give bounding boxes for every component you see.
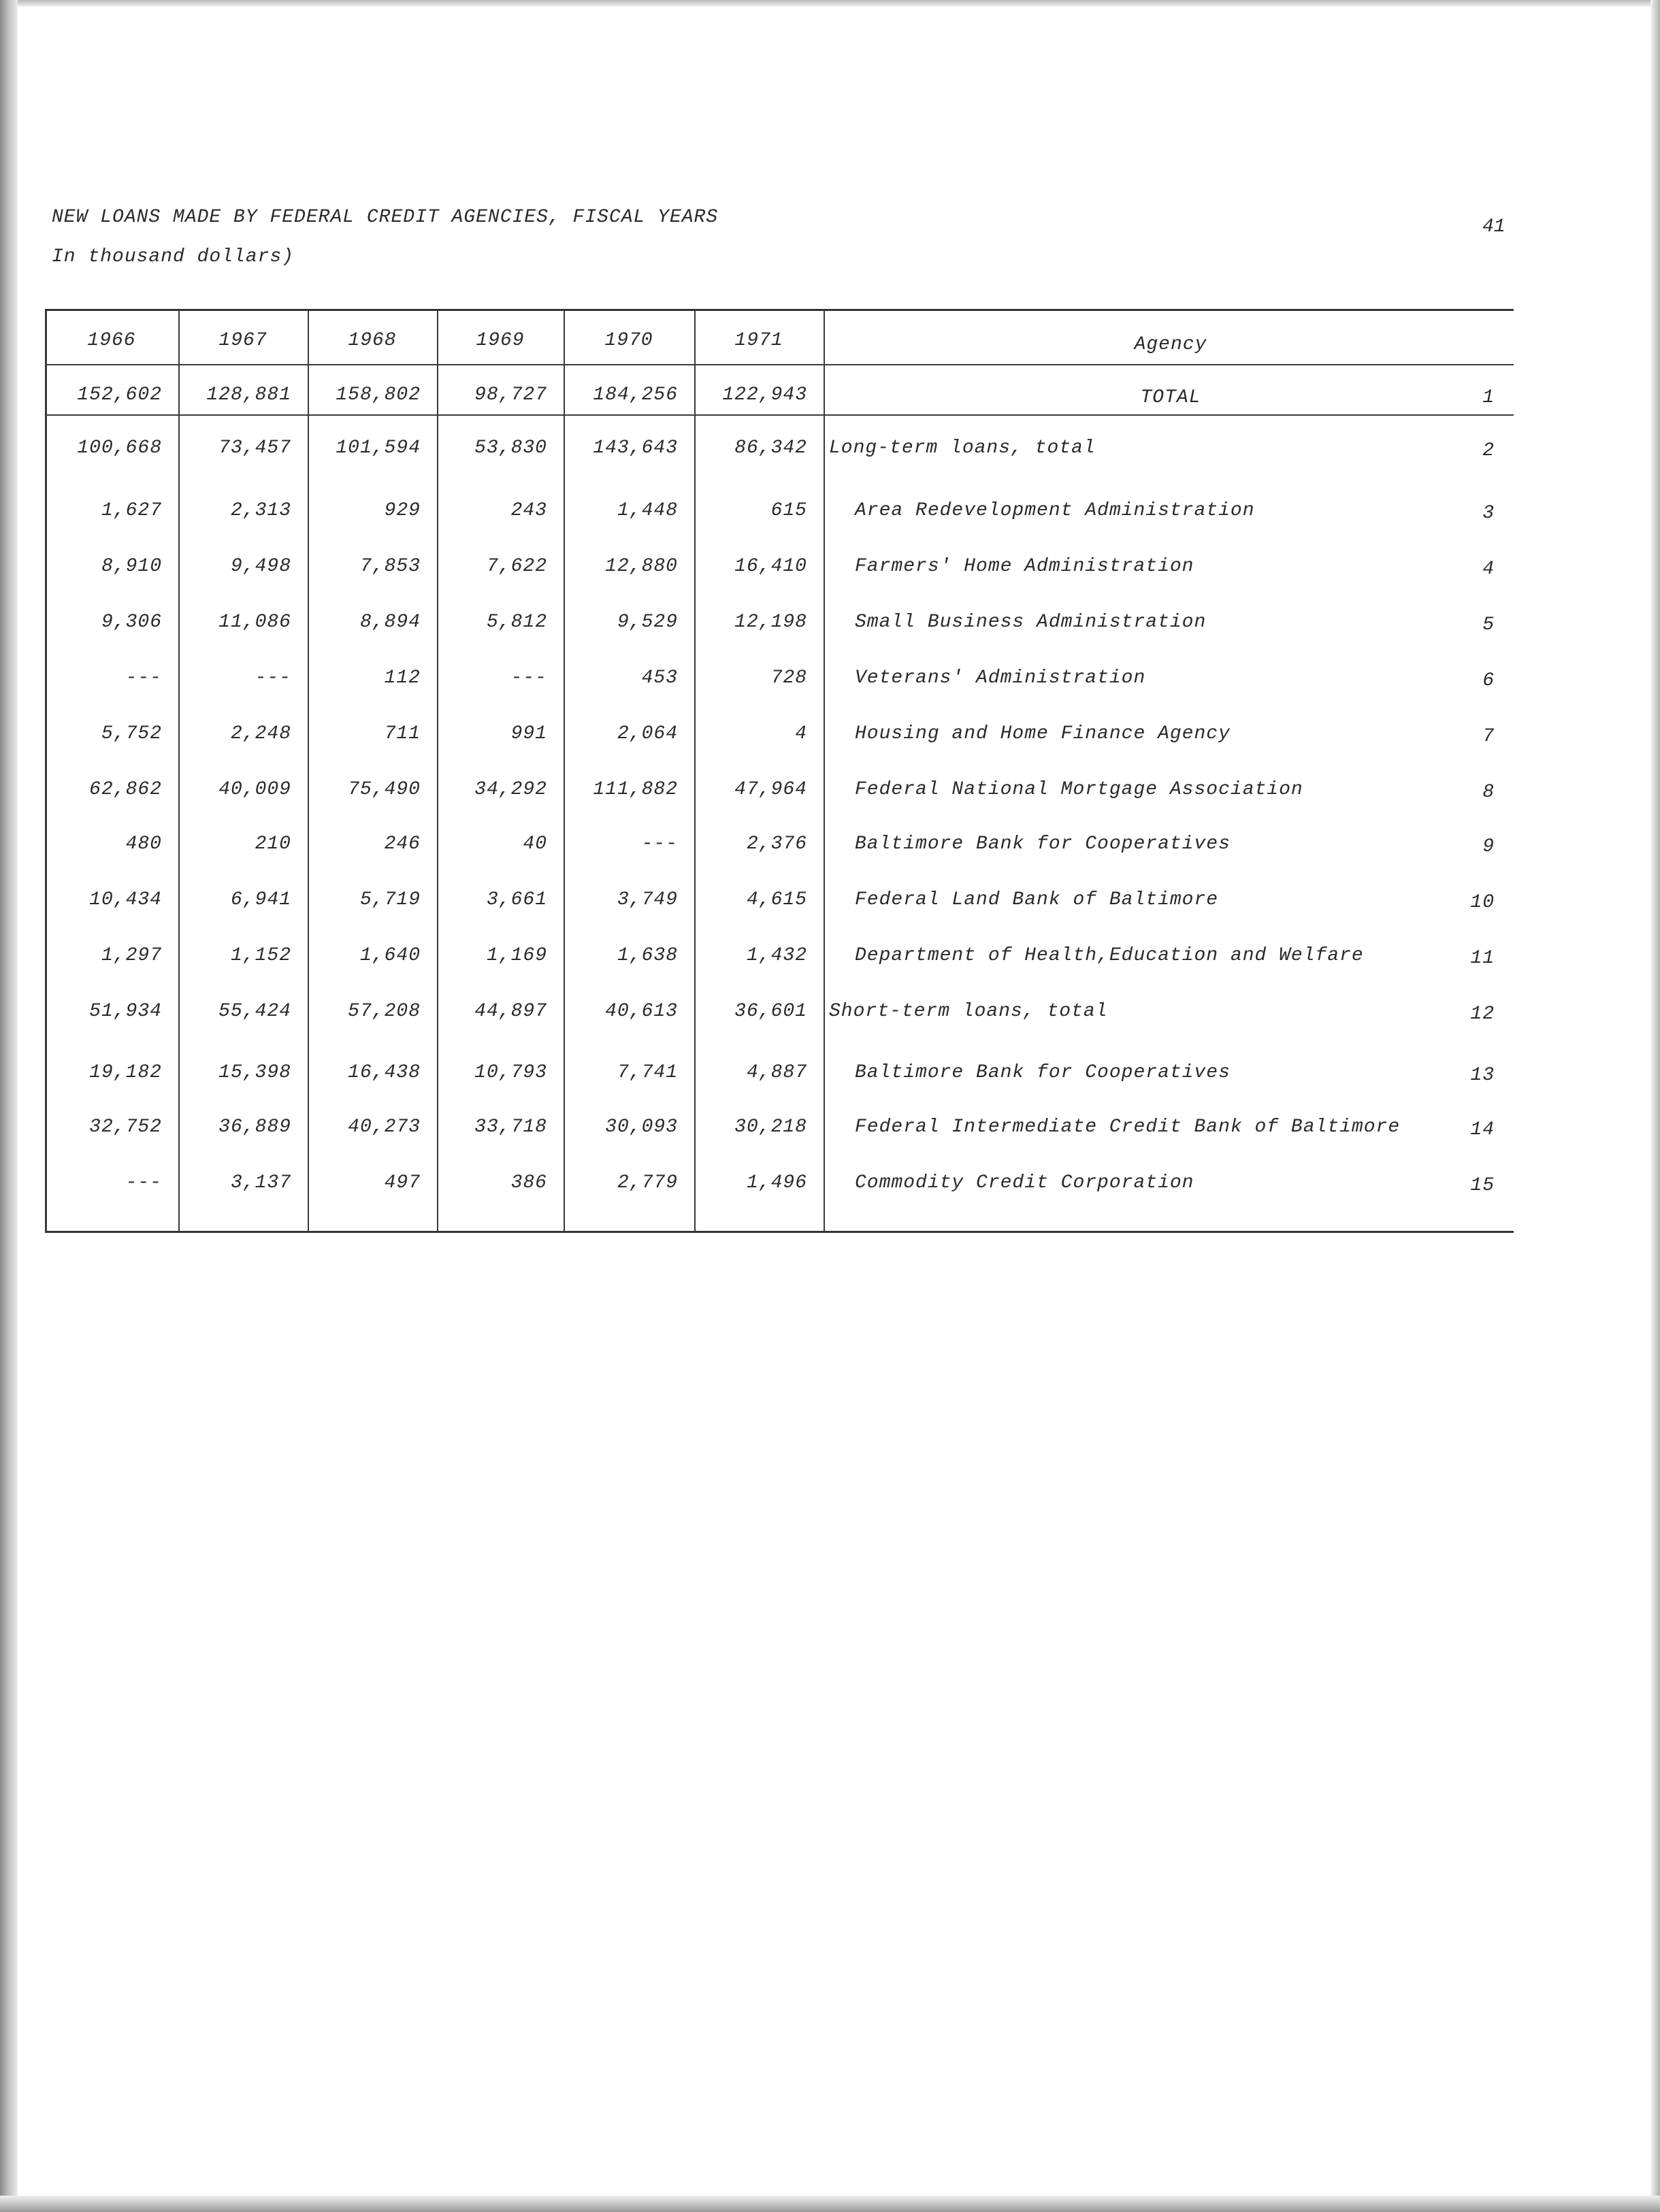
table-cell: 62,862: [89, 779, 162, 800]
scan-edge-bottom: [0, 2196, 1660, 2212]
table-cell: 1,297: [101, 945, 162, 966]
table-cell: 1,496: [746, 1172, 807, 1193]
agency-name: Federal Land Bank of Baltimore: [855, 889, 1219, 910]
table-cell: 19,182: [89, 1062, 162, 1083]
table-cell: 9,529: [617, 612, 678, 633]
table-cell: 11,086: [218, 612, 291, 633]
line-number: 10: [1470, 892, 1495, 913]
table-cell: 16,438: [348, 1062, 421, 1083]
table-cell: ---: [641, 833, 678, 855]
line-number: 1: [1482, 387, 1495, 408]
header-year-1970: 1970: [604, 330, 653, 351]
table-cell: 1,169: [486, 945, 547, 966]
header-agency: Agency: [1134, 334, 1207, 355]
line-number: 14: [1470, 1119, 1495, 1140]
agency-name: Long-term loans, total: [829, 438, 1096, 459]
table-cell: 55,424: [218, 1001, 291, 1022]
table-cell: 128,881: [206, 384, 291, 406]
document-title: NEW LOANS MADE BY FEDERAL CREDIT AGENCIES, FISCAL YEARS: [52, 207, 719, 228]
table-cell: 75,490: [348, 779, 421, 800]
table-cell: 615: [770, 500, 807, 521]
table-cell: 9,498: [230, 556, 291, 577]
table-cell: 47,964: [734, 779, 807, 800]
table-cell: 5,812: [486, 612, 547, 633]
table-cell: ---: [125, 1172, 162, 1193]
table-cell: 246: [384, 833, 421, 855]
table-cell: 991: [510, 723, 547, 744]
scan-edge-top: [0, 0, 1660, 7]
agency-name: Farmers' Home Administration: [855, 556, 1194, 577]
table-cell: 143,643: [593, 438, 678, 459]
line-number: 7: [1482, 726, 1495, 747]
line-number: 11: [1470, 948, 1495, 969]
line-number: 6: [1482, 670, 1495, 691]
table-cell: 34,292: [474, 779, 547, 800]
table-cell: 7,741: [617, 1062, 678, 1083]
line-number: 13: [1470, 1065, 1495, 1086]
row-rule: [45, 364, 1514, 365]
table-cell: 36,601: [734, 1001, 807, 1022]
table-cell: 4: [795, 723, 807, 744]
table-cell: 112: [384, 667, 421, 689]
page-number: 41: [1482, 216, 1506, 237]
table-cell: 44,897: [474, 1001, 547, 1022]
agency-name: Veterans' Administration: [855, 667, 1146, 689]
table-cell: 152,602: [77, 384, 162, 406]
table-cell: 73,457: [218, 438, 291, 459]
header-year-1968: 1968: [348, 330, 397, 351]
table-cell: 16,410: [734, 556, 807, 577]
table-cell: 7,622: [486, 556, 547, 577]
line-number: 2: [1482, 440, 1495, 461]
table-cell: 7,853: [359, 556, 421, 577]
table-cell: ---: [255, 667, 291, 689]
agency-name: Department of Health,Education and Welfare: [855, 945, 1364, 966]
agency-name: Federal Intermediate Credit Bank of Baltimore: [855, 1117, 1401, 1138]
table-cell: 4,615: [746, 889, 807, 910]
table-cell: 3,749: [617, 889, 678, 910]
table-cell: 98,727: [474, 384, 547, 406]
table-cell: 2,248: [230, 723, 291, 744]
agency-name: Baltimore Bank for Cooperatives: [855, 833, 1231, 855]
agency-name: Commodity Credit Corporation: [855, 1172, 1194, 1193]
table-cell: 4,887: [746, 1062, 807, 1083]
table-cell: 1,638: [617, 945, 678, 966]
table-cell: 929: [384, 500, 421, 521]
table-cell: 9,306: [101, 612, 162, 633]
table-cell: 2,779: [617, 1172, 678, 1193]
table-cell: 158,802: [336, 384, 421, 406]
table-cell: 2,376: [746, 833, 807, 855]
table-cell: 497: [384, 1172, 421, 1193]
line-number: 12: [1470, 1004, 1495, 1025]
table-cell: 1,152: [230, 945, 291, 966]
table-cell: 40,273: [348, 1117, 421, 1138]
table-cell: 480: [125, 833, 162, 855]
table-cell: 40: [523, 833, 547, 855]
table-cell: 86,342: [734, 438, 807, 459]
table-cell: 1,448: [617, 500, 678, 521]
table-cell: 100,668: [77, 438, 162, 459]
table-cell: 12,880: [605, 556, 678, 577]
line-number: 9: [1482, 836, 1495, 857]
table-cell: 30,093: [605, 1117, 678, 1138]
column-rule: [824, 311, 825, 1231]
table-cell: ---: [125, 667, 162, 689]
line-number: 5: [1482, 614, 1495, 635]
table-cell: 15,398: [218, 1062, 291, 1083]
table-cell: 5,752: [101, 723, 162, 744]
table-cell: 53,830: [474, 438, 547, 459]
table-cell: 6,941: [230, 889, 291, 910]
table-cell: 57,208: [348, 1001, 421, 1022]
table-cell: 32,752: [89, 1117, 162, 1138]
table-cell: 2,313: [230, 500, 291, 521]
table-cell: 33,718: [474, 1117, 547, 1138]
table-cell: 1,627: [101, 500, 162, 521]
table-cell: 184,256: [593, 384, 678, 406]
table-cell: 386: [510, 1172, 547, 1193]
table-cell: 8,910: [101, 556, 162, 577]
agency-name: Baltimore Bank for Cooperatives: [855, 1062, 1231, 1083]
table-cell: 122,943: [722, 384, 807, 406]
table-cell: 5,719: [359, 889, 421, 910]
table-cell: 1,432: [746, 945, 807, 966]
header-year-1966: 1966: [87, 330, 136, 351]
line-number: 3: [1482, 503, 1495, 524]
header-year-1969: 1969: [476, 330, 525, 351]
agency-name: Area Redevelopment Administration: [855, 500, 1255, 521]
loans-table: [45, 309, 1514, 1233]
table-cell: 10,434: [89, 889, 162, 910]
table-cell: 12,198: [734, 612, 807, 633]
table-cell: 101,594: [336, 438, 421, 459]
table-cell: ---: [510, 667, 547, 689]
agency-total-label: TOTAL: [1140, 387, 1201, 408]
table-cell: 711: [384, 723, 421, 744]
line-number: 8: [1482, 782, 1495, 803]
table-cell: 30,218: [734, 1117, 807, 1138]
table-cell: 51,934: [89, 1001, 162, 1022]
line-number: 15: [1470, 1175, 1495, 1196]
table-cell: 10,793: [474, 1062, 547, 1083]
table-cell: 40,613: [605, 1001, 678, 1022]
table-cell: 210: [255, 833, 291, 855]
table-cell: 1,640: [359, 945, 421, 966]
table-cell: 111,882: [593, 779, 678, 800]
header-year-1967: 1967: [218, 330, 267, 351]
agency-name: Housing and Home Finance Agency: [855, 723, 1231, 744]
table-cell: 3,661: [486, 889, 547, 910]
table-cell: 728: [770, 667, 807, 689]
table-cell: 3,137: [230, 1172, 291, 1193]
table-cell: 453: [641, 667, 678, 689]
table-cell: 36,889: [218, 1117, 291, 1138]
agency-name: Federal National Mortgage Association: [855, 779, 1303, 800]
agency-name: Short-term loans, total: [829, 1001, 1108, 1022]
scan-edge-left: [0, 0, 18, 2212]
row-rule: [45, 414, 1514, 416]
table-cell: 8,894: [359, 612, 421, 633]
table-cell: 243: [510, 500, 547, 521]
header-year-1971: 1971: [734, 330, 783, 351]
table-cell: 40,009: [218, 779, 291, 800]
agency-name: Small Business Administration: [855, 612, 1207, 633]
document-subtitle: In thousand dollars): [52, 246, 295, 267]
line-number: 4: [1482, 559, 1495, 580]
table-cell: 2,064: [617, 723, 678, 744]
scan-edge-right: [1650, 0, 1660, 2212]
